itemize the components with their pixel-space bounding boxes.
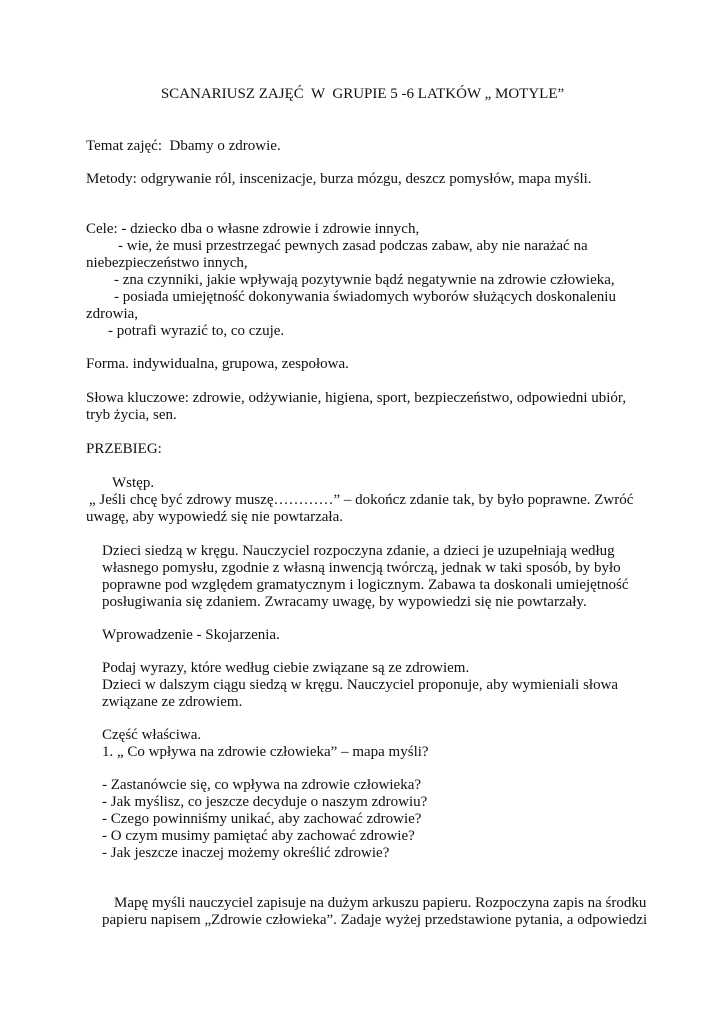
goal-line: - wie, że musi przestrzegać pewnych zasad podczas zabaw, aby nie narażać na — [118, 238, 588, 254]
intro-heading: Wstęp. — [112, 475, 155, 491]
form-line: Forma. indywidualna, grupowa, zespołowa. — [86, 356, 349, 372]
document-title: SCANARIUSZ ZAJĘĆ W GRUPIE 5 -6 LATKÓW „ MOTYLE” — [160, 86, 565, 102]
goal-line: - zna czynniki, jakie wpływają pozytywnie bądź negatywnie na zdrowie człowieka, — [114, 272, 615, 288]
goal-line: - potrafi wyrazić to, co czuje. — [108, 323, 285, 339]
keywords-line: tryb życia, sen. — [86, 407, 177, 423]
description-line: Dzieci siedzą w kręgu. Nauczyciel rozpoczyna zdanie, a dzieci je uzupełniają według — [102, 543, 615, 559]
goal-line: niebezpieczeństwo innych, — [86, 255, 248, 271]
goal-line: Cele: - dziecko dba o własne zdrowie i zdrowie innych, — [86, 221, 420, 237]
associations-heading: Wprowadzenie - Skojarzenia. — [102, 627, 280, 643]
description-line: poprawne pod względem gramatycznym i logicznym. Zabawa ta doskonali umiejętność — [102, 577, 629, 593]
associations-line: związane ze zdrowiem. — [102, 694, 243, 710]
question-item: - O czym musimy pamiętać aby zachować zdrowie? — [102, 828, 415, 844]
question-item: - Czego powinniśmy unikać, aby zachować zdrowie? — [102, 811, 422, 827]
main-part-line: 1. „ Co wpływa na zdrowie człowieka” – mapa myśli? — [102, 744, 429, 760]
intro-line: „ Jeśli chcę być zdrowy muszę…………” – dokończ zdanie tak, by było poprawne. Zwróć — [89, 492, 634, 508]
keywords-line: Słowa kluczowe: zdrowie, odżywianie, higiena, sport, bezpieczeństwo, odpowiedni ubiór, — [86, 390, 627, 406]
associations-line: Dzieci w dalszym ciągu siedzą w kręgu. Nauczyciel proponuje, aby wymieniali słowa — [102, 677, 619, 693]
associations-line: Podaj wyrazy, które według ciebie związane są ze zdrowiem. — [102, 660, 470, 676]
goal-line: - posiada umiejętność dokonywania świadomych wyborów służących doskonaleniu — [114, 289, 616, 305]
question-item: - Jak jeszcze inaczej możemy określić zdrowie? — [102, 845, 390, 861]
description-line: Mapę myśli nauczyciel zapisuje na dużym arkuszu papieru. Rozpoczyna zapis na środku — [114, 895, 647, 911]
question-item: - Zastanówcie się, co wpływa na zdrowie człowieka? — [102, 777, 422, 793]
description-line: posługiwania się zdaniem. Zwracamy uwagę, by wypowiedzi się nie powtarzały. — [102, 594, 587, 610]
description-line: własnego pomysłu, zgodnie z własną inwencją twórczą, jednak w taki sposób, by było — [102, 560, 621, 576]
goal-line: zdrowia, — [86, 306, 139, 322]
intro-line: uwagę, aby wypowiedź się nie powtarzała. — [86, 509, 343, 525]
methods-line: Metody: odgrywanie ról, inscenizacje, burza mózgu, deszcz pomysłów, mapa myśli. — [86, 171, 592, 187]
topic-line: Temat zajęć: Dbamy o zdrowie. — [86, 138, 281, 154]
main-part-heading: Część właściwa. — [102, 727, 202, 743]
course-heading: PRZEBIEG: — [86, 441, 162, 457]
description-line: papieru napisem „Zdrowie człowieka”. Zadaje wyżej przedstawione pytania, a odpowiedzi — [102, 912, 648, 928]
question-item: - Jak myślisz, co jeszcze decyduje o naszym zdrowiu? — [102, 794, 428, 810]
